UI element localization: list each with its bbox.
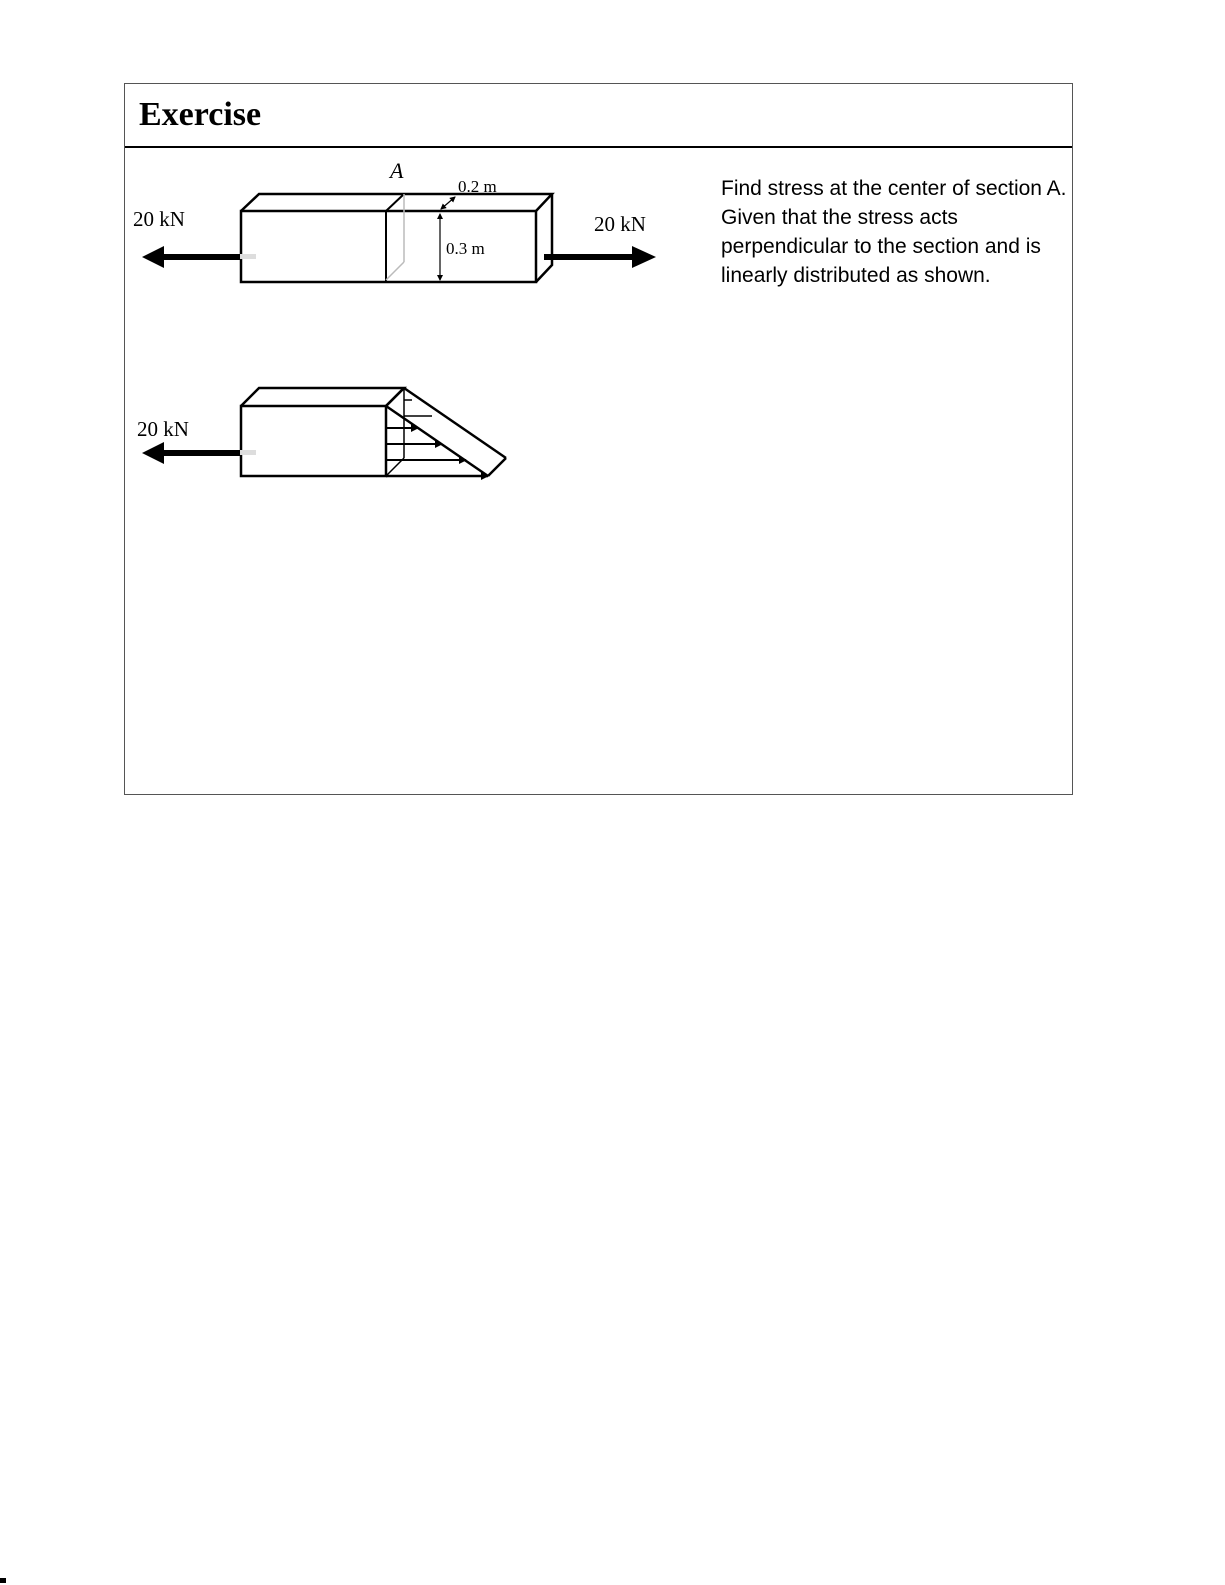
page-corner-mark	[0, 1578, 6, 1583]
right-force-arrow	[544, 246, 656, 268]
section-a-label: A	[390, 158, 404, 183]
height-label: 0.3 m	[446, 239, 485, 258]
left-force-label: 20 kN	[133, 207, 185, 231]
top-bar-diagram	[133, 158, 656, 282]
problem-statement: Find stress at the center of section A. Given that the stress acts perpendicular to the section and is linearly distributed as shown.	[721, 177, 1067, 287]
free-body-left-force-label: 20 kN	[137, 417, 189, 441]
free-body-diagram	[137, 388, 506, 476]
free-body-left-force-arrow	[142, 442, 256, 464]
section-a-cut	[386, 194, 404, 282]
slide-title: Exercise	[139, 96, 262, 133]
cut-bar-body	[241, 388, 404, 476]
height-dimension	[440, 214, 485, 280]
depth-label: 0.2 m	[458, 177, 497, 196]
right-force-label: 20 kN	[594, 212, 646, 236]
left-force-arrow	[142, 246, 256, 268]
